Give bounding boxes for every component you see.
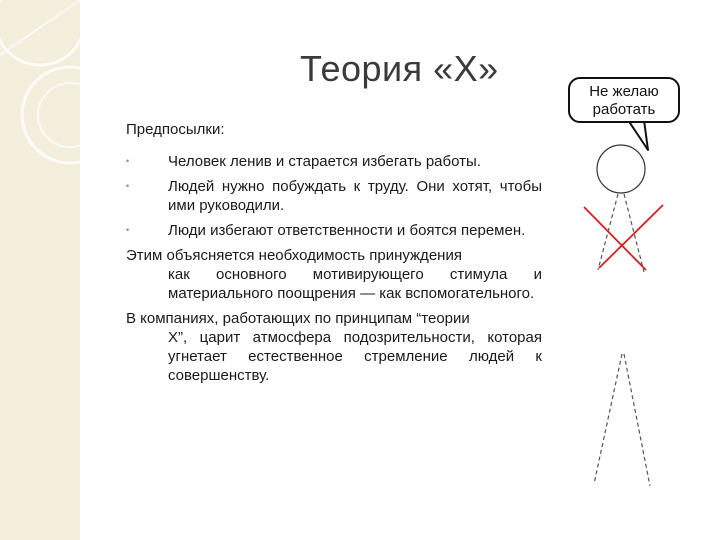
premise-text: Человек ленив и старается избегать работы. [168, 153, 481, 170]
standing-figure [594, 354, 650, 486]
speech-bubble-line: Не желаю [589, 83, 659, 100]
premise-text: Люди избегают ответственности и боятся перемен. [168, 222, 526, 239]
bullet-icon: • [126, 225, 130, 235]
paragraph-continuation: Х”, царит атмосфера подозрительности, которая угнетает естественное стремление людей к совершенству. [168, 329, 542, 384]
premise-text: Людей нужно побуждать к труду. Они хотят, чтобы ими руководили. [168, 178, 542, 214]
bullet-icon: • [126, 156, 130, 166]
bullet-icon: • [126, 181, 130, 191]
speech-bubble-line: работать [592, 101, 656, 118]
paragraph-first-line: В компаниях, работающих по принципам “теории [126, 310, 470, 327]
paragraph-first-line: Этим объясняется необходимость принуждения [126, 247, 462, 264]
slide-title: Теория «Х» [300, 48, 499, 89]
paragraph-continuation: как основного мотивирующего стимула и материального поощрения — как вспомогательного. [168, 266, 542, 302]
premises-label: Предпосылки: [126, 121, 225, 138]
lazy-person-figure [584, 145, 663, 272]
